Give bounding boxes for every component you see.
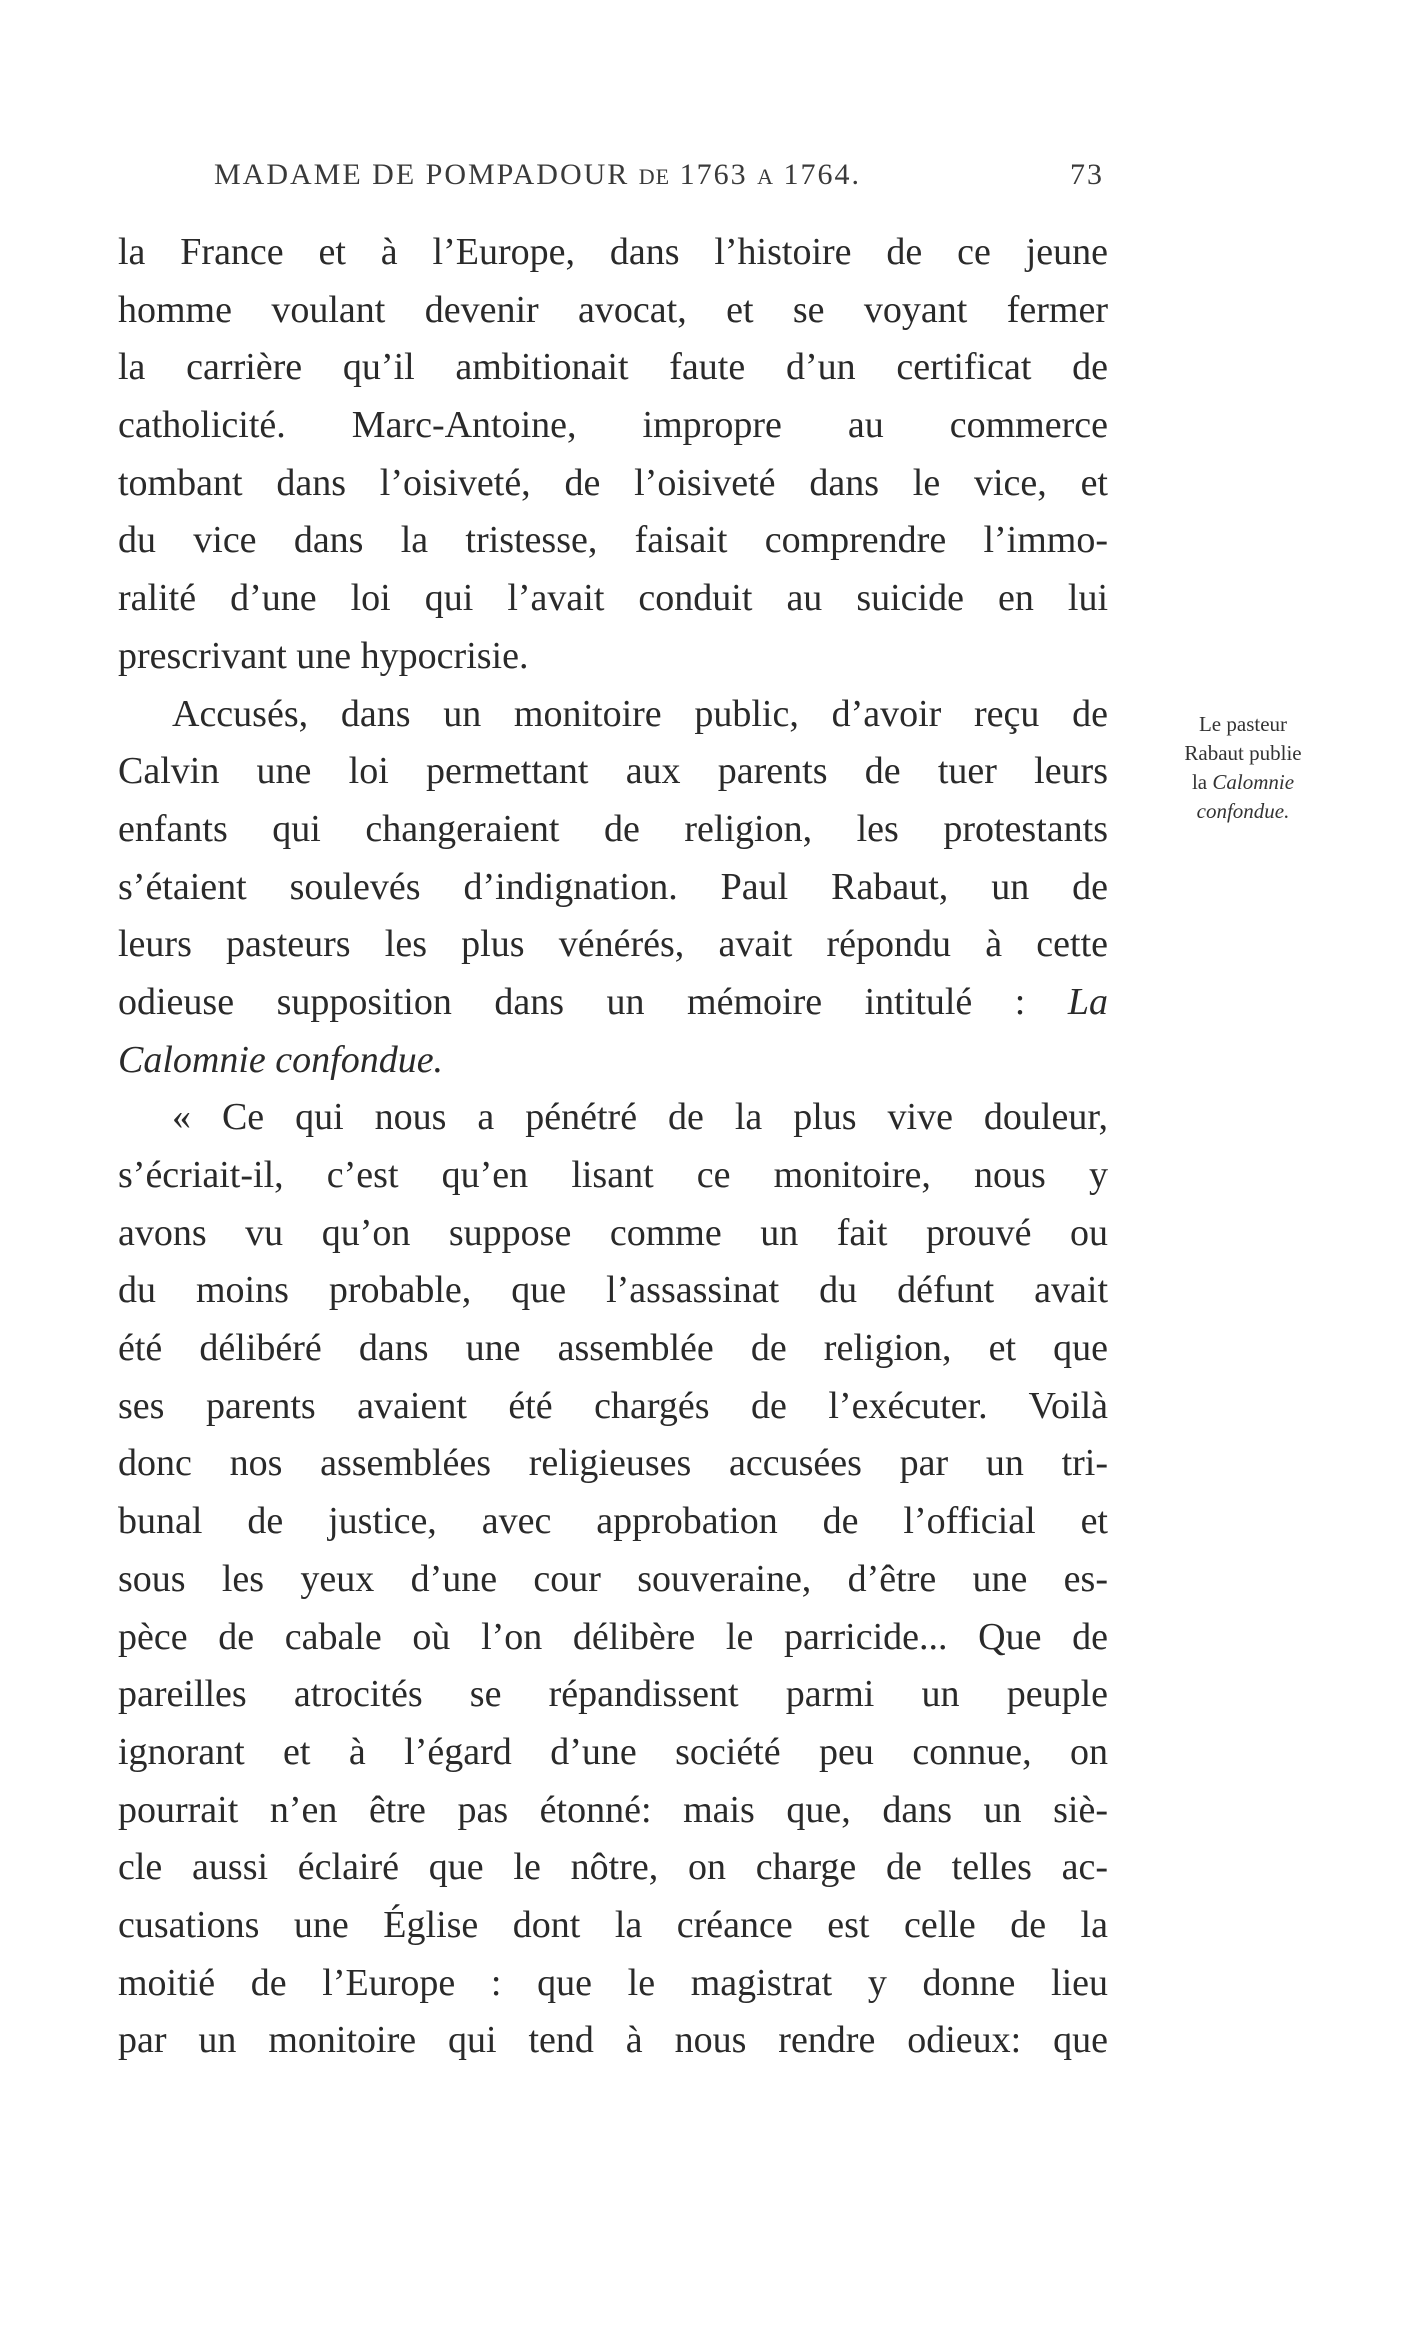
text-line: cle aussi éclairé que le nôtre, on charge de telles ac- bbox=[118, 1846, 1108, 1889]
page-number: 73 bbox=[1070, 158, 1104, 191]
text-line: enfants qui changeraient de religion, les protestants bbox=[118, 807, 1108, 850]
text-line: moitié de l’Europe : que le magistrat y donne lieu bbox=[118, 1961, 1108, 2004]
text-line: du moins probable, que l’assassinat du défunt avait bbox=[118, 1269, 1108, 1312]
text-line: « Ce qui nous a pénétré de la plus vive douleur, bbox=[172, 1096, 1108, 1139]
text-line: la carrière qu’il ambitionait faute d’un certificat de bbox=[118, 346, 1108, 389]
text-line: ralité d’une loi qui l’avait conduit au suicide en lui bbox=[118, 577, 1108, 620]
text-line: par un monitoire qui tend à nous rendre odieux: que bbox=[118, 2019, 1108, 2062]
text-line: ses parents avaient été chargés de l’exécuter. Voilà bbox=[118, 1384, 1108, 1427]
text-line: bunal de justice, avec approbation de l’official et bbox=[118, 1500, 1108, 1543]
marginal-note bbox=[1148, 710, 1338, 826]
margin-line: la Calomnie bbox=[1191, 770, 1295, 794]
text-line: cusations une Église dont la créance est celle de la bbox=[118, 1903, 1108, 1946]
text-line: avons vu qu’on suppose comme un fait prouvé ou bbox=[118, 1211, 1108, 1254]
text-line: homme voulant devenir avocat, et se voyant fermer bbox=[118, 288, 1108, 331]
text-line bbox=[118, 1032, 1108, 1090]
text-line: Accusés, dans un monitoire public, d’avoir reçu de bbox=[172, 692, 1108, 735]
text-line: prescrivant une hypocrisie. bbox=[118, 634, 529, 677]
italic-title: La bbox=[1067, 980, 1108, 1023]
text-line: donc nos assemblées religieuses accusées par un tri- bbox=[118, 1442, 1108, 1485]
text-line: s’étaient soulevés d’indignation. Paul Rabaut, un de bbox=[118, 865, 1108, 908]
margin-line: confondue. bbox=[1196, 799, 1290, 823]
text-line: ignorant et à l’égard d’une société peu connue, on bbox=[118, 1730, 1108, 1773]
text-line: tombant dans l’oisiveté, de l’oisiveté dans le vice, et bbox=[118, 461, 1108, 504]
body-text bbox=[118, 224, 1108, 2070]
margin-line: Le pasteur bbox=[1198, 712, 1288, 736]
text-line: s’écriait-il, c’est qu’en lisant ce monitoire, nous y bbox=[118, 1154, 1108, 1196]
margin-line: Rabaut publie bbox=[1184, 741, 1302, 765]
text-line: pourrait n’en être pas étonné: mais que, dans un siè- bbox=[118, 1788, 1108, 1831]
italic-title: Calomnie confondue. bbox=[118, 1038, 444, 1081]
text-line: la France et à l’Europe, dans l’histoire de ce jeune bbox=[118, 231, 1108, 273]
text-line: leurs pasteurs les plus vénérés, avait répondu à cette bbox=[118, 923, 1108, 966]
text-line: été délibéré dans une assemblée de religion, et que bbox=[118, 1327, 1108, 1370]
text-line: catholicité. Marc-Antoine, impropre au commerce bbox=[118, 404, 1108, 447]
text-line: sous les yeux d’une cour souveraine, d’être une es- bbox=[118, 1557, 1108, 1600]
text-line: pareilles atrocités se répandissent parmi un peuple bbox=[118, 1673, 1108, 1716]
text-line: pèce de cabale où l’on délibère le parricide... Que de bbox=[118, 1615, 1108, 1658]
running-title: MADAME DE POMPADOUR DE 1763 A 1764. bbox=[214, 158, 862, 191]
text-line: du vice dans la tristesse, faisait comprendre l’immo- bbox=[118, 519, 1108, 562]
text-line: odieuse supposition dans un mémoire intitulé : La bbox=[118, 980, 1108, 1023]
text-line: Calvin une loi permettant aux parents de tuer leurs bbox=[118, 750, 1108, 793]
